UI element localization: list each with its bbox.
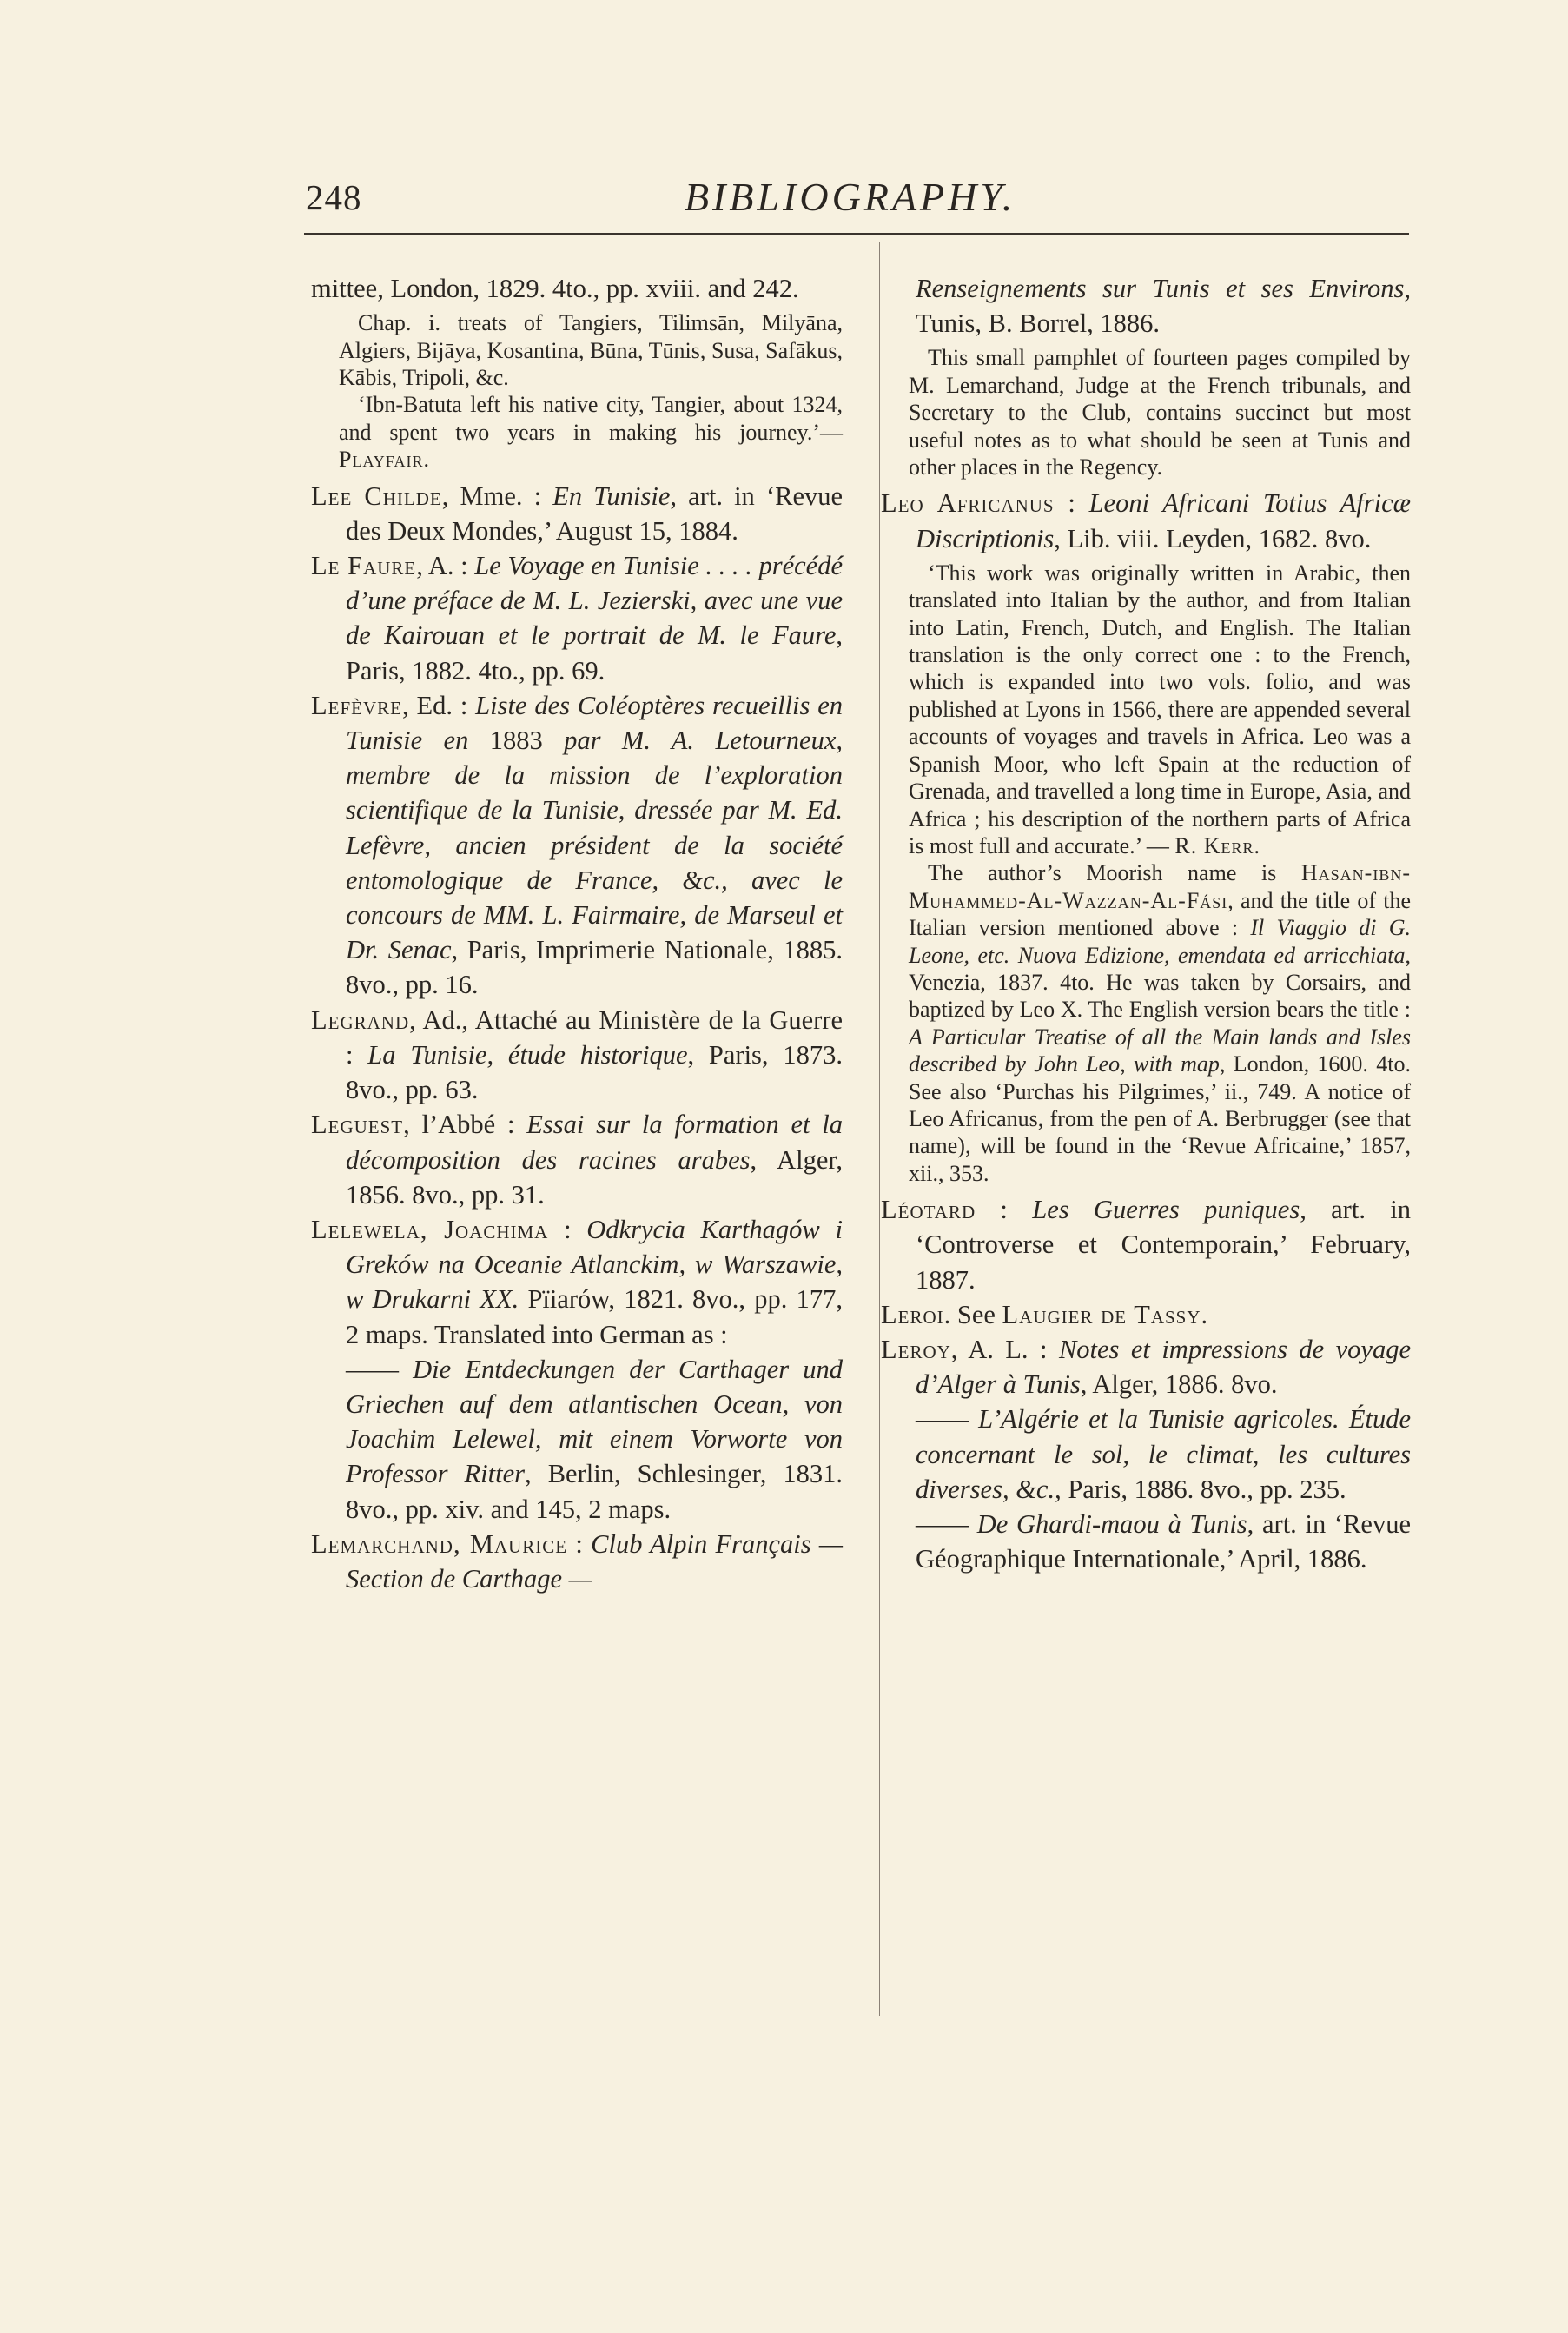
entry-note: Chap. i. treats of Tangiers, Tilimsān, Milyāna, Algiers, Bijāya, Kosantina, Būna, Tūnis, Susa, Safākus, Kābis, Tripoli, &c. <box>339 310 843 391</box>
entry-author: Le Faure <box>311 551 417 581</box>
running-title: BIBLIOGRAPHY. <box>685 175 1016 219</box>
entry-title: L’Algérie et la Tunisie agricoles. Étude concernant le sol, le climat, les cultures diverses, &c. <box>916 1404 1411 1504</box>
entry-title: Notes et impressions de voyage d’Alger à Tunis <box>916 1335 1411 1400</box>
bibliography-entry: —— L’Algérie et la Tunisie agricoles. Étude concernant le sol, le climat, les cultures diverses, &c., Paris, 1886. 8vo., pp. 235. <box>916 1404 1411 1504</box>
bibliography-entry: Léotard : Les Guerres puniques, art. in ‘Controverse et Contemporain,’ February, 1887. <box>881 1195 1411 1295</box>
entry-title: Club Alpin Français — Section de Carthage — <box>346 1528 843 1594</box>
bibliography-entry: —— De Ghardi-maou à Tunis, art. in ‘Revue Géographique Internationale,’ April, 1886. <box>916 1509 1411 1574</box>
entry-title: Liste des Coléoptères recueillis en Tunisie en <box>346 690 844 756</box>
entry-title: Die Entdeckungen der Carthager und Griechen auf dem atlantischen Ocean, von Joachim Lelewel, mit einem Vorworte von Professor Ritter <box>346 1354 843 1489</box>
entry-title: Essai sur la formation et la décomposition des racines arabes <box>346 1110 843 1175</box>
bibliography-entry: mittee, London, 1829. 4to., pp. xviii. and 242. <box>311 274 799 303</box>
bibliography-entry: Legrand, Ad., Attaché au Ministère de la Guerre : La Tunisie, étude historique, Paris, 1873. 8vo., pp. 63. <box>311 1004 843 1105</box>
bibliography-entry: Leroy, A. L. : Notes et impressions de voyage d’Alger à Tunis, Alger, 1886. 8vo. <box>881 1335 1411 1400</box>
entry-note: The author’s Moorish name is Hasan-ibn-Muhammed-Al-Wazzan-Al-Fási, and the title of the Italian version mentioned above : Il Viaggio di G. Leone, etc. Nuova Edizione, emendata ed arricchiata, Venezia, 1837. 4to. He was taken by Corsairs, and baptized by Leo X. The English version bears the title : A Particular Treatise of all the Main lands and Isles described by John Leo, with map, London, 1600. 4to. See also ‘Purchas his Pilgrimes,’ ii., 749. A notice of Leo Africanus, from the pen of A. Berbrugger (see that name), will be found in the ‘Revue Africaine,’ 1857, xii., 353. <box>909 860 1411 1186</box>
bibliography-entry: Leo Africanus : Leoni Africani Totius Africæ Discriptionis, Lib. viii. Leyden, 1682. 8vo. <box>881 488 1411 553</box>
right-column <box>881 271 1411 1576</box>
entry-title: En Tunisie <box>552 481 671 511</box>
bibliography-entry: Renseignements sur Tunis et ses Environs, Tunis, B. Borrel, 1886. <box>916 274 1411 339</box>
entry-title: La Tunisie, étude historique <box>367 1039 688 1070</box>
entry-title: Les Guerres puniques <box>1032 1195 1300 1225</box>
cross-reference: Laugier de Tassy. <box>1002 1299 1209 1329</box>
entry-author: Legrand <box>311 1004 410 1035</box>
entry-author: Lelewela, Joachima <box>311 1214 549 1244</box>
header-rule <box>304 233 1409 235</box>
entry-title: Le Voyage en Tunisie . . . . précédé d’une préface de M. L. Jezierski, avec une vue de Kairouan et le portrait de M. le Faure <box>346 551 844 651</box>
bibliography-entry: —— Die Entdeckungen der Carthager und Griechen auf dem atlantischen Ocean, von Joachim Lelewel, mit einem Vorworte von Professor Ritter, Berlin, Schlesinger, 1831. 8vo., pp. xiv. and 145, 2 maps. <box>346 1354 844 1524</box>
entry-author: Léotard <box>881 1195 976 1225</box>
repeat-dash: —— <box>346 1354 399 1384</box>
entry-author: Leroi <box>881 1299 944 1329</box>
entry-title: Leoni Africani Totius Africæ Discriptionis <box>916 488 1411 553</box>
bibliography-entry: Leroi. See Laugier de Tassy. <box>881 1299 1209 1329</box>
entry-title: De Ghardi-maou à Tunis <box>969 1509 1247 1540</box>
repeat-dash: —— <box>916 1509 969 1540</box>
bibliography-entry: Lefèvre, Ed. : Liste des Coléoptères recueillis en Tunisie en 1883 par M. A. Letourneux, membre de la mission de l’exploration scientifique de la Tunisie, dressée par M. Ed. Lefèvre, ancien président de la société entomologique de France, &c., avec le concours de MM. L. Fairmaire, de Marseul et Dr. Senac, Paris, Imprimerie Nationale, 1885. 8vo., pp. 16. <box>311 690 844 1000</box>
column-divider <box>879 242 880 2016</box>
bibliography-entry: Lee Childe, Mme. : En Tunisie, art. in ‘Revue des Deux Mondes,’ August 15, 1884. <box>311 481 844 546</box>
entry-author: Leguest <box>311 1110 404 1140</box>
entry-author: Lemarchand, Maurice <box>311 1528 568 1559</box>
bibliography-entry: Leguest, l’Abbé : Essai sur la formation et la décomposition des racines arabes, Alger, 1856. 8vo., pp. 31. <box>311 1110 843 1210</box>
entry-author: Leroy <box>881 1335 951 1364</box>
entry-note: This small pamphlet of fourteen pages compiled by M. Lemarchand, Judge at the French tribunals, and Secretary to the Club, contains succinct but most useful notes as to what should be seen at Tunis and other places in the Regency. <box>909 345 1411 481</box>
bibliography-entry: Lelewela, Joachima : Odkrycia Karthagów i Greków na Oceanie Atlanckim, w Warszawie, w Drukarni XX. Pïiarów, 1821. 8vo., pp. 177, 2 maps. Translated into German as : <box>311 1214 843 1349</box>
entry-author: Lee Childe <box>311 481 442 511</box>
left-column <box>311 271 843 1596</box>
repeat-dash: —— <box>916 1404 969 1435</box>
entry-note: ‘Ibn-Batuta left his native city, Tangier, about 1324, and spent two years in making his journey.’—Playfair. <box>339 392 843 473</box>
entry-note: ‘This work was originally written in Arabic, then translated into Italian by the author, and from Italian into Latin, French, Dutch, and English. The Italian translation is the only correct one : to the French, which is expanded into two vols. folio, and was published at Lyons in 1566, there are appended several accounts of voyages and travels in Africa. Leo was a Spanish Moor, who left Spain at the reduction of Grenada, and travelled a long time in Europe, Asia, and Africa ; his description of the northern parts of Africa is most full and accurate.’ — R. Kerr. <box>909 560 1411 858</box>
entry-title: par M. A. Letourneux, membre de la mission de l’exploration scientifique de la Tunisie, dressée par M. Ed. Lefèvre, ancien président de la société entomologique de France, &c., avec le concours de MM. L. Fairmaire, de Marseul et Dr. Senac <box>346 726 844 965</box>
entry-author: Lefèvre <box>311 690 402 720</box>
bibliography-entry: Le Faure, A. : Le Voyage en Tunisie . . . . précédé d’une préface de M. L. Jezierski, avec une vue de Kairouan et le portrait de M. le Faure, Paris, 1882. 4to., pp. 69. <box>311 551 844 686</box>
bibliography-entry: Lemarchand, Maurice : Club Alpin Français — Section de Carthage — <box>311 1528 843 1594</box>
page-number: 248 <box>306 177 362 217</box>
entry-author: Leo Africanus <box>881 488 1055 519</box>
entry-title: Odkrycia Karthagów i Greków na Oceanie Atlanckim, w Warszawie, w Drukarni XX. <box>346 1214 843 1315</box>
entry-title: Renseignements sur Tunis et ses Environs <box>916 274 1405 303</box>
